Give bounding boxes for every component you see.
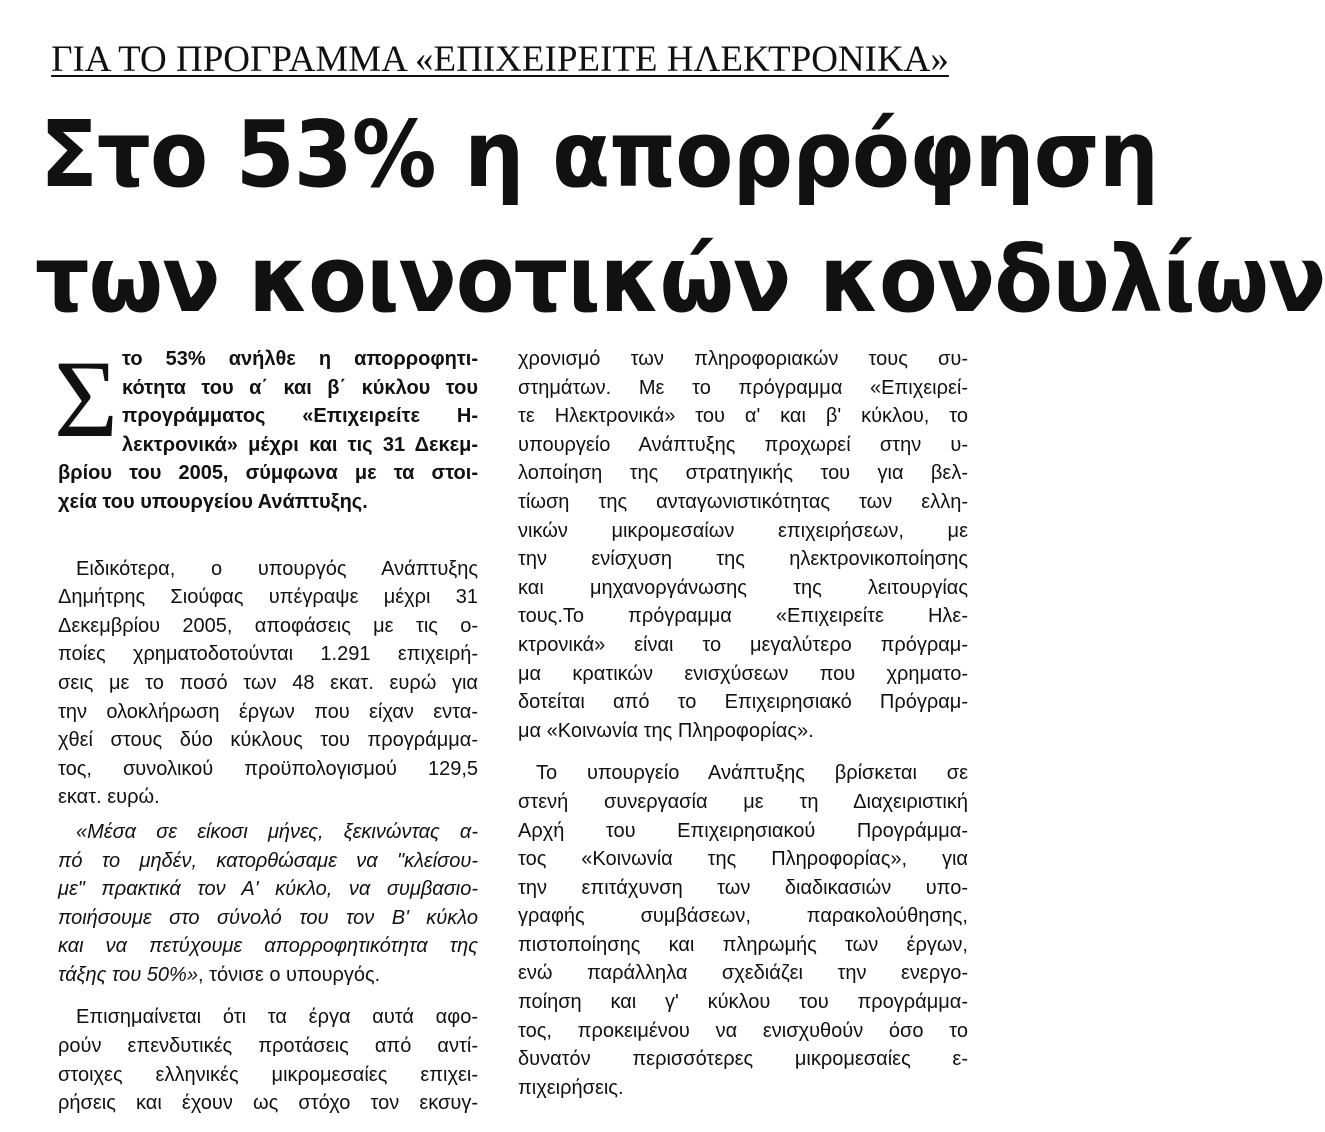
- text-line: Το υπουργείο Ανάπτυξης βρίσκεται σε: [536, 762, 968, 785]
- text-line: την επιτάχυνση των διαδικασιών υπο-: [518, 876, 968, 899]
- lead-line: το 53% ανήλθε η απορροφητι-: [122, 348, 478, 370]
- text-line: Δεκεμβρίου 2005, αποφάσεις με τις ο-: [58, 614, 478, 637]
- headline-line-1: Στο 53% η απορρόφηση: [40, 101, 1159, 208]
- text-line: στενή συνεργασία με τη Διαχειριστική: [518, 790, 968, 813]
- text-line: τους.Το πρόγραμμα «Επιχειρείτε Ηλε-: [518, 605, 968, 628]
- text-line: Δημήτρης Σιούφας υπέγραψε μέχρι 31: [58, 586, 478, 609]
- quote-paragraph: [58, 818, 478, 990]
- quote-end: τάξης του 50%»: [58, 963, 198, 986]
- text-line: τος, συνολικού προϋπολογισμού 129,5: [58, 757, 478, 780]
- text-line: τε Ηλεκτρονικά» του α' και β' κύκλου, το: [518, 405, 968, 428]
- text-line: δυνατόν περισσότερες μικρομεσαίες ε-: [518, 1048, 968, 1071]
- text-line: κτρονικά» είναι το μεγαλύτερο πρόγραμ-: [518, 633, 968, 656]
- lead-paragraph: [54, 338, 478, 517]
- text-line: χθεί στους δύο κύκλους του προγράμμα-: [58, 729, 478, 752]
- lead-line: λεκτρονικά» μέχρι και τις 31 Δεκεμ-: [122, 433, 478, 456]
- text-line: ρήσεις και έχουν ως στόχο τον εκσυγ-: [58, 1092, 478, 1115]
- text-line: τος «Κοινωνία της Πληροφορίας», για: [518, 848, 968, 871]
- headline-line-2: των κοινοτικών κονδυλίων: [35, 226, 1325, 333]
- text-line: στοιχες ελληνικές μικρομεσαίες επιχει-: [58, 1063, 478, 1086]
- text-line: Αρχή του Επιχειρησιακού Προγράμμα-: [518, 819, 968, 842]
- lead-line: βρίου του 2005, σύμφωνα με τα στοι-: [58, 462, 478, 485]
- text-line: στημάτων. Με το πρόγραμμα «Επιχειρεί-: [518, 376, 968, 399]
- lead-line: προγράμματος «Επιχειρείτε Η-: [122, 405, 478, 428]
- text-line: ποίηση και γ' κύκλου του προγράμμα-: [518, 991, 968, 1014]
- text-line: εκατ. ευρώ.: [58, 786, 160, 809]
- text-line: Ειδικότερα, ο υπουργός Ανάπτυξης: [76, 557, 478, 580]
- body-paragraph-5: [518, 759, 968, 1102]
- text-line: ενώ παράλληλα σχεδιάζει την ενεργο-: [518, 962, 968, 985]
- text-line: την ολοκλήρωση έργων που είχαν εντα-: [58, 700, 478, 723]
- quote-attribution: , τόνισε ο υπουργός.: [197, 963, 381, 986]
- drop-cap: Σ: [54, 338, 119, 460]
- text-line: γραφής συμβάσεων, παρακολούθησης,: [518, 905, 968, 928]
- text-line: υπουργείο Ανάπτυξης προχωρεί στην υ-: [518, 433, 968, 456]
- text-line: πιστοποίησης και πληρωμής των έργων,: [518, 933, 968, 956]
- lead-line: κότητα του α΄ και β΄ κύκλου του: [122, 376, 478, 399]
- text-line: ρούν επενδυτικές προτάσεις από αντί-: [58, 1035, 478, 1058]
- text-line: την ενίσχυση της ηλεκτρονικοποίησης: [518, 548, 968, 571]
- text-line: νικών μικρομεσαίων επιχειρήσεων, με: [518, 519, 968, 542]
- text-line: ποίες χρηματοδοτούνται 1.291 επιχειρή-: [58, 643, 478, 666]
- text-line: Επισημαίνεται ότι τα έργα αυτά αφο-: [76, 1006, 478, 1029]
- text-line: δοτείται από το Επιχειρησιακό Πρόγραμ-: [518, 691, 968, 714]
- text-line: και μηχανοργάνωσης της λειτουργίας: [518, 576, 968, 599]
- kicker-heading: ΓΙΑ ΤΟ ΠΡΟΓΡΑΜΜΑ «ΕΠΙΧΕΙΡΕΙΤΕ ΗΛΕΚΤΡΟΝΙΚΑ»: [51, 39, 949, 80]
- body-paragraph-3: [58, 1003, 478, 1117]
- quote-line: και να πετύχουμε απορροφητικότητα της: [58, 935, 478, 958]
- body-paragraph-4: [518, 345, 968, 745]
- quote-line: με" πρακτικά τον Α' κύκλο, να συμβασιο-: [58, 878, 478, 901]
- lead-line: χεία του υπουργείου Ανάπτυξης.: [58, 490, 368, 513]
- article-column-right: [518, 345, 968, 1116]
- quote-line: πό το μηδέν, κατορθώσαμε να "κλείσου-: [58, 849, 478, 872]
- text-line: σεις με το ποσό των 48 εκατ. ευρώ για: [58, 671, 478, 694]
- article-column-left: [54, 338, 478, 1132]
- quote-line-last: [58, 961, 478, 990]
- text-line: πιχειρήσεις.: [518, 1076, 624, 1099]
- text-line: τίωση της ανταγωνιστικότητας των ελλη-: [518, 490, 968, 513]
- text-line: μα κρατικών ενισχύσεων που χρηματο-: [518, 662, 968, 685]
- text-line: χρονισμό των πληροφοριακών τους συ-: [518, 348, 968, 370]
- quote-line: «Μέσα σε είκοσι μήνες, ξεκινώντας α-: [76, 820, 478, 843]
- body-paragraph-1: [58, 555, 478, 812]
- quote-line: ποιήσουμε στο σύνολό του τον Β' κύκλο: [58, 906, 478, 929]
- text-line: μα «Κοινωνία της Πληροφορίας».: [518, 719, 814, 742]
- text-line: λοποίηση της στρατηγικής του για βελ-: [518, 462, 968, 485]
- text-line: τος, προκειμένου να ενισχυθούν όσο το: [518, 1019, 968, 1042]
